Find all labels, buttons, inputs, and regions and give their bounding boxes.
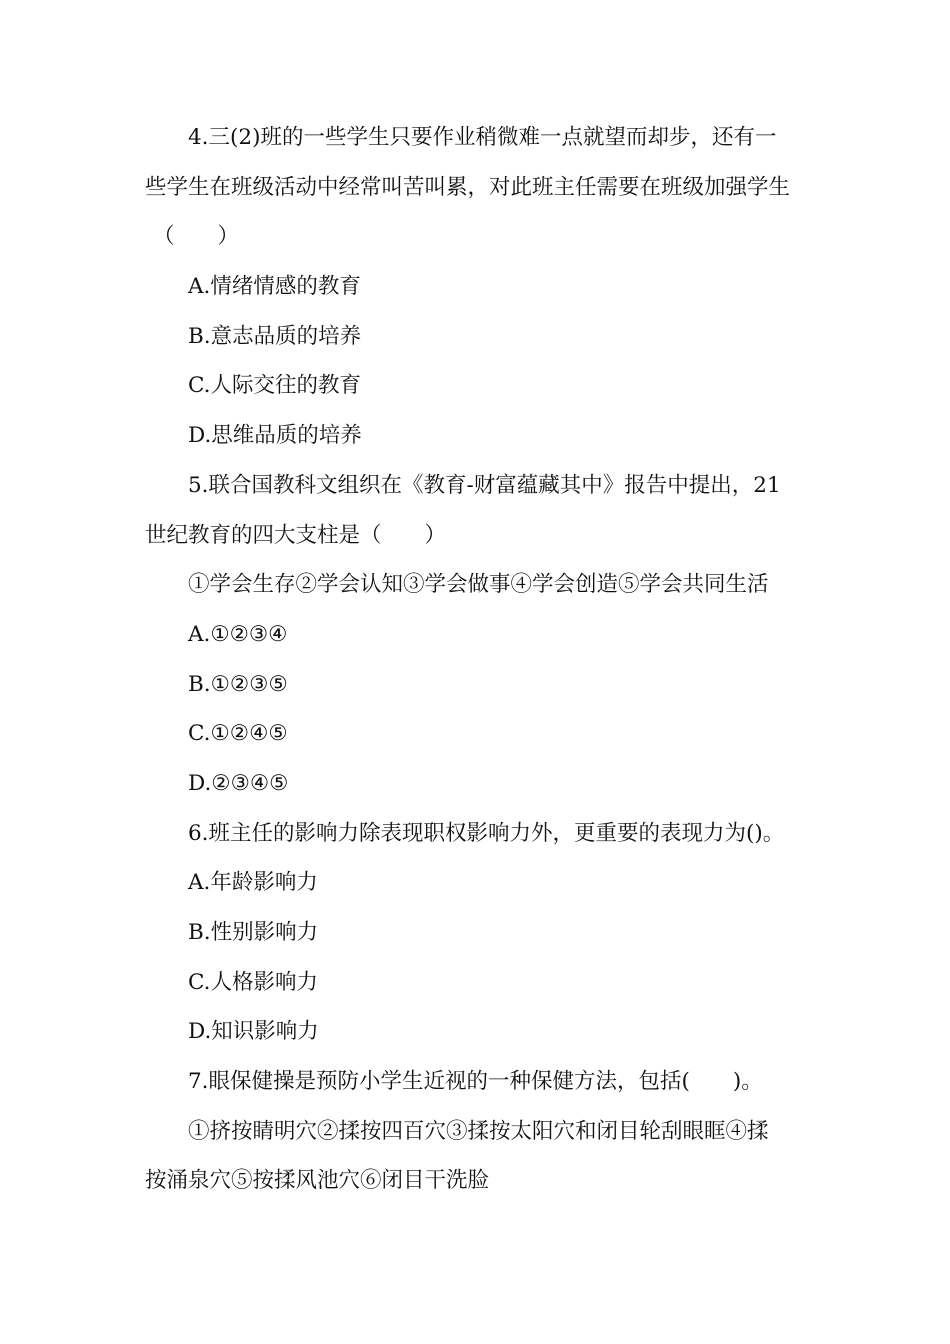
question-stem: 6.班主任的影响力除表现职权影响力外，更重要的表现力为()。	[188, 820, 785, 846]
option-b: B.①②③⑤	[188, 671, 288, 697]
question-4	[145, 113, 810, 461]
question-7	[145, 1057, 810, 1206]
option-b: B.性别影响力	[188, 920, 319, 945]
option-d: D.思维品质的培养	[188, 423, 362, 449]
option-d: D.知识影响力	[188, 1019, 319, 1045]
option-c: C.人格影响力	[188, 969, 319, 995]
statement-list: ①学会生存②学会认知③学会做事④学会创造⑤学会共同生活	[188, 572, 769, 598]
answer-blank: （ ）	[153, 224, 240, 250]
option-a: A.年龄影响力	[188, 870, 318, 896]
question-6	[145, 809, 810, 1057]
option-d: D.②③④⑤	[188, 770, 289, 796]
question-stem: 7.眼保健操是预防小学生近视的一种保健方法，包括( )。	[188, 1069, 763, 1095]
statement-list: 按涌泉穴⑤按揉风池穴⑥闭目干洗脸	[145, 1168, 490, 1194]
question-stem: 5.联合国教科文组织在《教育-财富蕴藏其中》报告中提出，21	[188, 472, 781, 498]
option-a: A.情绪情感的教育	[188, 274, 361, 300]
option-c: C.人际交往的教育	[188, 373, 362, 399]
question-stem: 些学生在班级活动中经常叫苦叫累，对此班主任需要在班级加强学生	[145, 174, 791, 200]
statement-list: ①挤按睛明穴②揉按四百穴③揉按太阳穴和闭目轮刮眼眶④揉	[188, 1118, 769, 1144]
document-page	[145, 113, 810, 1206]
option-a: A.①②③④	[188, 621, 288, 647]
option-c: C.①②④⑤	[188, 721, 288, 747]
option-b: B.意志品质的培养	[188, 323, 362, 349]
question-5	[145, 461, 810, 809]
question-stem: 4.三(2)班的一些学生只要作业稍微难一点就望而却步，还有一	[188, 125, 777, 150]
question-stem: 世纪教育的四大支柱是（ ）	[145, 522, 447, 548]
